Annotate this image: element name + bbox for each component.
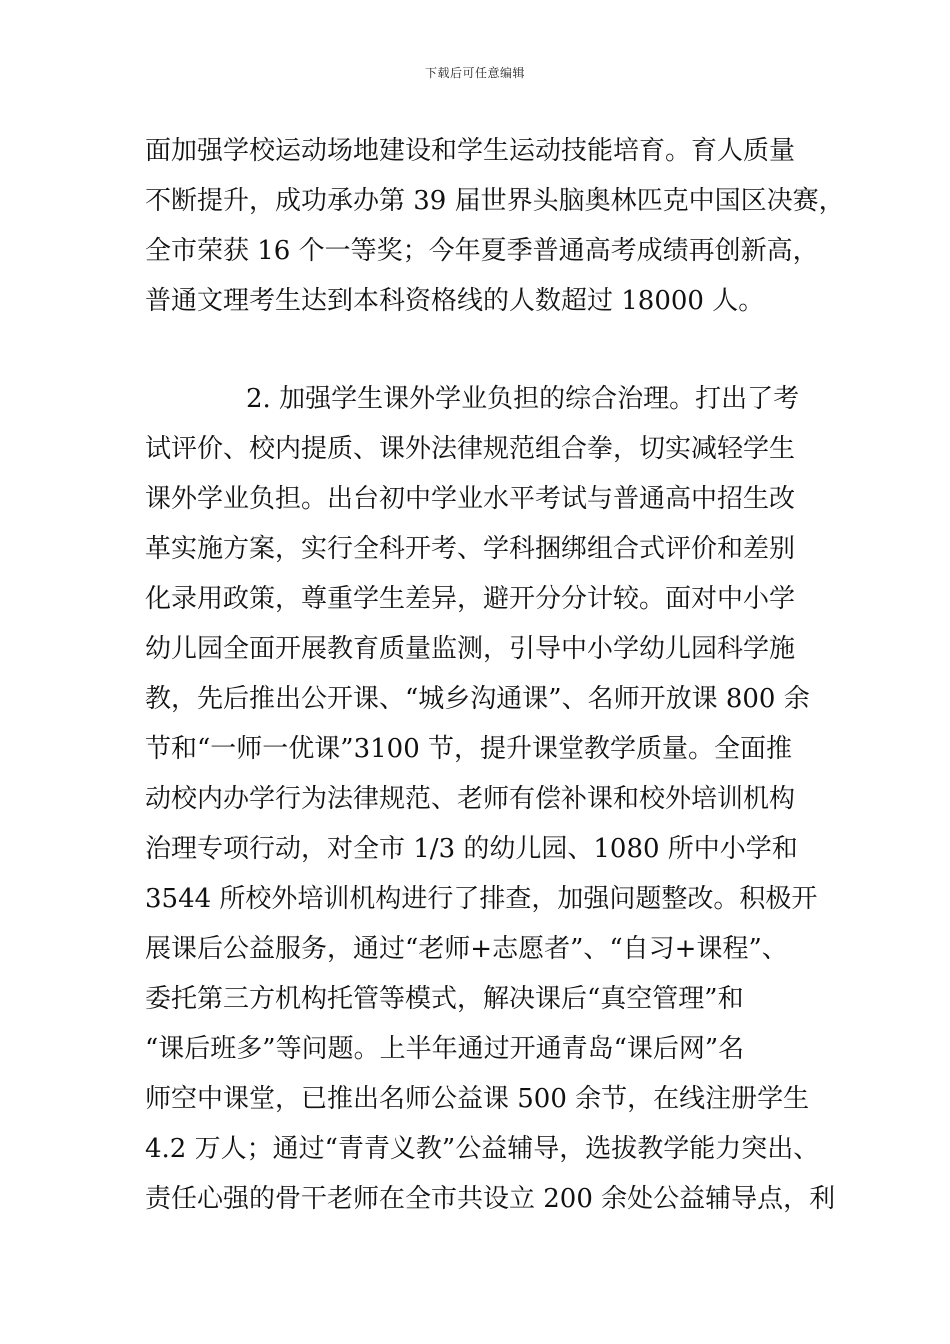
paragraph-line: 面加强学校运动场地建设和学生运动技能培育。育人质量 xyxy=(145,136,796,166)
paragraph-line: “课后班多”等问题。上半年通过开通青岛“课后网”名 xyxy=(145,1034,745,1064)
paragraph-line: 革实施方案，实行全科开考、学科捆绑组合式评价和差别 xyxy=(145,534,796,564)
paragraph-line: 展课后公益服务，通过“老师+志愿者”、“自习+课程”、 xyxy=(145,934,788,964)
paragraph-line: 幼儿园全面开展教育质量监测，引导中小学幼儿园科学施 xyxy=(145,634,796,664)
paragraph-line: 不断提升，成功承办第 39 届世界头脑奥林匹克中国区决赛， xyxy=(145,186,845,216)
paragraph-line: 4.2 万人；通过“青青义教”公益辅导，选拔教学能力突出、 xyxy=(145,1134,820,1164)
paragraph-line: 师空中课堂，已推出名师公益课 500 余节，在线注册学生 xyxy=(145,1084,810,1114)
paragraph-line: 试评价、校内提质、课外法律规范组合拳，切实减轻学生 xyxy=(145,434,796,464)
paragraph-line: 治理专项行动，对全市 1/3 的幼儿园、1080 所中小学和 xyxy=(145,834,798,864)
paragraph-line: 责任心强的骨干老师在全市共设立 200 余处公益辅导点，利 xyxy=(145,1184,836,1214)
paragraph-line: 2. 加强学生课外学业负担的综合治理。打出了考 xyxy=(246,384,800,414)
paragraph-line: 委托第三方机构托管等模式，解决课后“真空管理”和 xyxy=(145,984,744,1014)
paragraph-line: 动校内办学行为法律规范、老师有偿补课和校外培训机构 xyxy=(145,784,796,814)
paragraph-line: 教，先后推出公开课、“城乡沟通课”、名师开放课 800 余 xyxy=(145,684,810,714)
paragraph-line: 化录用政策，尊重学生差异，避开分分计较。面对中小学 xyxy=(145,584,796,614)
paragraph-line: 课外学业负担。出台初中学业水平考试与普通高中招生改 xyxy=(145,484,796,514)
paragraph-line: 节和“一师一优课”3100 节，提升课堂教学质量。全面推 xyxy=(145,734,793,764)
paragraph-line: 全市荣获 16 个一等奖；今年夏季普通高考成绩再创新高， xyxy=(145,236,819,266)
page-header: 下载后可任意编辑 xyxy=(424,66,525,80)
paragraph-line: 普通文理考生达到本科资格线的人数超过 18000 人。 xyxy=(145,286,765,316)
paragraph-line: 3544 所校外培训机构进行了排查，加强问题整改。积极开 xyxy=(145,884,818,914)
